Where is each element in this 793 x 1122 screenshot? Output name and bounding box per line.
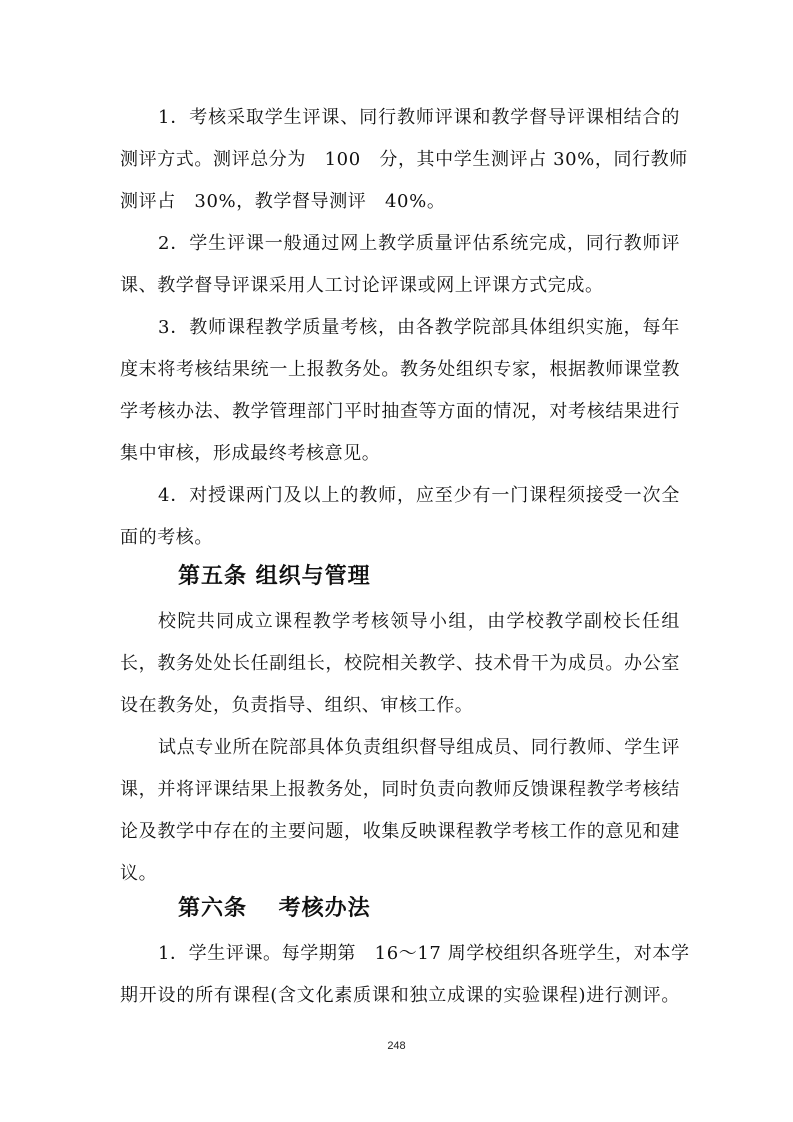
section-5-paragraph-1-line-3: 设在教务处，负责指导、组织、审核工作。 xyxy=(120,695,474,716)
paragraph-3-line-1: 3．教师课程教学质量考核，由各教学院部具体组织实施，每年 xyxy=(158,317,680,338)
section-6-paragraph-1-line-2: 期开设的所有课程(含文化素质课和独立成课的实验课程)进行测评。 xyxy=(120,985,680,1006)
paragraph-1-line-3: 测评占 30%，教学督导测评 40%。 xyxy=(120,191,446,212)
section-6-paragraph-1-line-1: 1．学生评课。每学期第 16～17 周学校组织各班学生，对本学 xyxy=(158,943,690,964)
page-number: 248 xyxy=(387,1040,406,1052)
section-5-paragraph-2-line-2: 课，并将评课结果上报教务处，同时负责向教师反馈课程教学考核结 xyxy=(120,779,680,800)
paragraph-3-line-2: 度末将考核结果统一上报教务处。教务处组织专家，根据教师课堂教 xyxy=(120,359,680,380)
paragraph-2-line-2: 课、教学督导评课采用人工讨论评课或网上评课方式完成。 xyxy=(120,275,604,296)
section-5-paragraph-1-line-1: 校院共同成立课程教学考核领导小组，由学校教学副校长任组 xyxy=(158,611,680,632)
section-6-heading: 第六条 考核办法 xyxy=(178,896,371,921)
section-5-paragraph-1-line-2: 长，教务处处长任副组长，校院相关教学、技术骨干为成员。办公室 xyxy=(120,653,680,674)
paragraph-1-line-1: 1．考核采取学生评课、同行教师评课和教学督导评课相结合的 xyxy=(158,107,680,128)
paragraph-1-line-2: 测评方式。测评总分为 100 分，其中学生测评占 30%，同行教师 xyxy=(120,149,688,170)
section-5-paragraph-2-line-1: 试点专业所在院部具体负责组织督导组成员、同行教师、学生评 xyxy=(158,737,680,758)
paragraph-2-line-1: 2．学生评课一般通过网上教学质量评估系统完成，同行教师评 xyxy=(158,233,680,254)
section-5-paragraph-2-line-3: 论及教学中存在的主要问题，收集反映课程教学考核工作的意见和建 xyxy=(120,821,680,842)
section-5-paragraph-2-line-4: 议。 xyxy=(120,863,158,884)
paragraph-3-line-4: 集中审核，形成最终考核意见。 xyxy=(120,443,381,464)
paragraph-3-line-3: 学考核办法、教学管理部门平时抽查等方面的情况，对考核结果进行 xyxy=(120,401,680,422)
section-5-heading: 第五条 组织与管理 xyxy=(178,564,371,589)
paragraph-4-line-2: 面的考核。 xyxy=(120,527,213,548)
paragraph-4-line-1: 4．对授课两门及以上的教师，应至少有一门课程须接受一次全 xyxy=(158,485,680,506)
